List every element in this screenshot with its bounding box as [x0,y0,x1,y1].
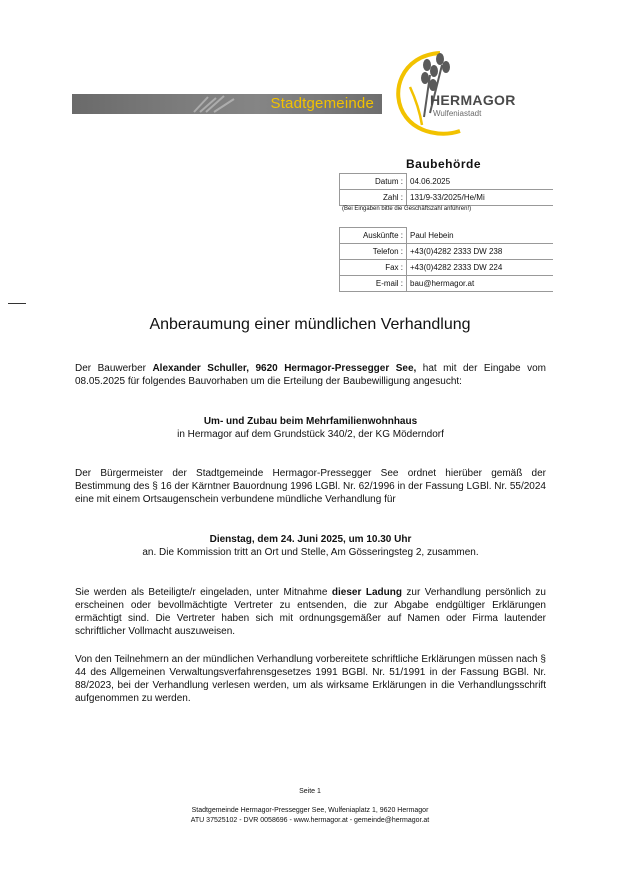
fold-mark [8,303,26,304]
reference-table [339,173,553,206]
applicant-name: Alexander Schuller, 9620 Hermagor-Pressegger See, [152,363,417,374]
banner-text: Stadtgemeinde [270,95,374,112]
footer-address: Stadtgemeinde Hermagor-Pressegger See, Wulfeniaplatz 1, 9620 Hermagor [191,807,429,814]
project-title: Um- und Zubau beim Mehrfamilienwohnhaus [203,416,418,427]
applicant-intro: Der Bauwerber [75,363,153,374]
phone-value: +43(0)4282 2333 DW 238 [407,244,554,260]
hearing-location: an. Die Kommission tritt an Ort und Stelle, Am Gösseringsteg 2, zusammen. [142,547,479,558]
invitation-bold: dieser Ladung [331,587,402,598]
invitation-rest: zur Verhandlung persönlich zu erscheinen oder bevollmächtigte Vertreter zu entsenden, die zur Abgabe endgültiger Erklärungen ermächtigt sind. Die Vertreter haben sich mit ordnungsgemäßer auf Namen oder Firma lautender schriftlicher Vollmacht auszuweisen. [75,587,546,637]
table-row [340,228,554,244]
wheat-watermark-icon [190,95,246,113]
contact-table [339,227,553,292]
table-row [340,276,554,292]
fax-value: +43(0)4282 2333 DW 224 [407,260,554,276]
logo-title: HERMAGOR [430,92,516,108]
footer-ids: ATU 37525102 - DVR 0058696 - www.hermagor.at - gemeinde@hermagor.at [190,817,430,824]
fax-label: Fax : [340,260,407,276]
contact-person-value: Paul Hebein [407,228,554,244]
email-value: bau@hermagor.at [407,276,554,292]
hearing-block [75,533,546,559]
date-label: Datum : [340,174,407,190]
table-row [340,260,554,276]
table-row [340,244,554,260]
reference-label: Zahl : [340,190,407,206]
phone-label: Telefon : [340,244,407,260]
paragraph-declarations: Von den Teilnehmern an der mündlichen Verhandlung vorbereitete schriftliche Erklärungen müssen nach § 44 des Allgemeinen Verwaltungsverfahrensgesetzes 1991 BGBl. Nr. 51/1991 in der Fassung BGBl. Nr. 88/2023, bei der Verhandlung verlesen werden, um als wirksame Erklärungen in die Verhandlungsschrift aufgenommen zu werden. [75,654,546,704]
page-number: Seite 1 [299,788,321,795]
header-banner [72,94,382,114]
invitation-intro: Sie werden als Beteiligte/r eingeladen, unter Mitnahme [75,587,332,598]
logo-subtitle: Wulfeniastadt [433,109,482,118]
paragraph-order: Der Bürgermeister der Stadtgemeinde Hermagor-Pressegger See ordnet hierüber gemäß der Bestimmung des § 16 der Kärntner Bauordnung 1996 LGBl. Nr. 62/1996 in der Fassung LGBl. Nr. 55/2024 eine mit einem Ortsaugenschein verbundene mündliche Verhandlung für [75,468,546,505]
contact-person-label: Auskünfte : [340,228,407,244]
table-row [340,190,554,206]
reference-hint: (Bei Eingaben bitte die Geschäftszahl anführen!) [342,206,472,212]
hearing-date: Dienstag, dem 24. Juni 2025, um 10.30 Uhr [209,534,412,545]
table-row [340,174,554,190]
applicant-rest: hat mit der Eingabe vom 08.05.2025 für folgendes Bauvorhaben um die Erteilung der Baubewilligung angesucht: [75,363,547,387]
paragraph-invitation [75,586,546,638]
footer [0,806,620,826]
authority-name: Baubehörde [406,157,482,171]
reference-value: 131/9-33/2025/He/Mi [407,190,554,206]
paragraph-applicant [75,362,546,388]
document-title: Anberaumung einer mündlichen Verhandlung [149,316,471,333]
project-block [75,415,546,441]
project-location: in Hermagor auf dem Grundstück 340/2, der KG Möderndorf [177,429,444,440]
email-label: E-mail : [340,276,407,292]
date-value: 04.06.2025 [407,174,554,190]
